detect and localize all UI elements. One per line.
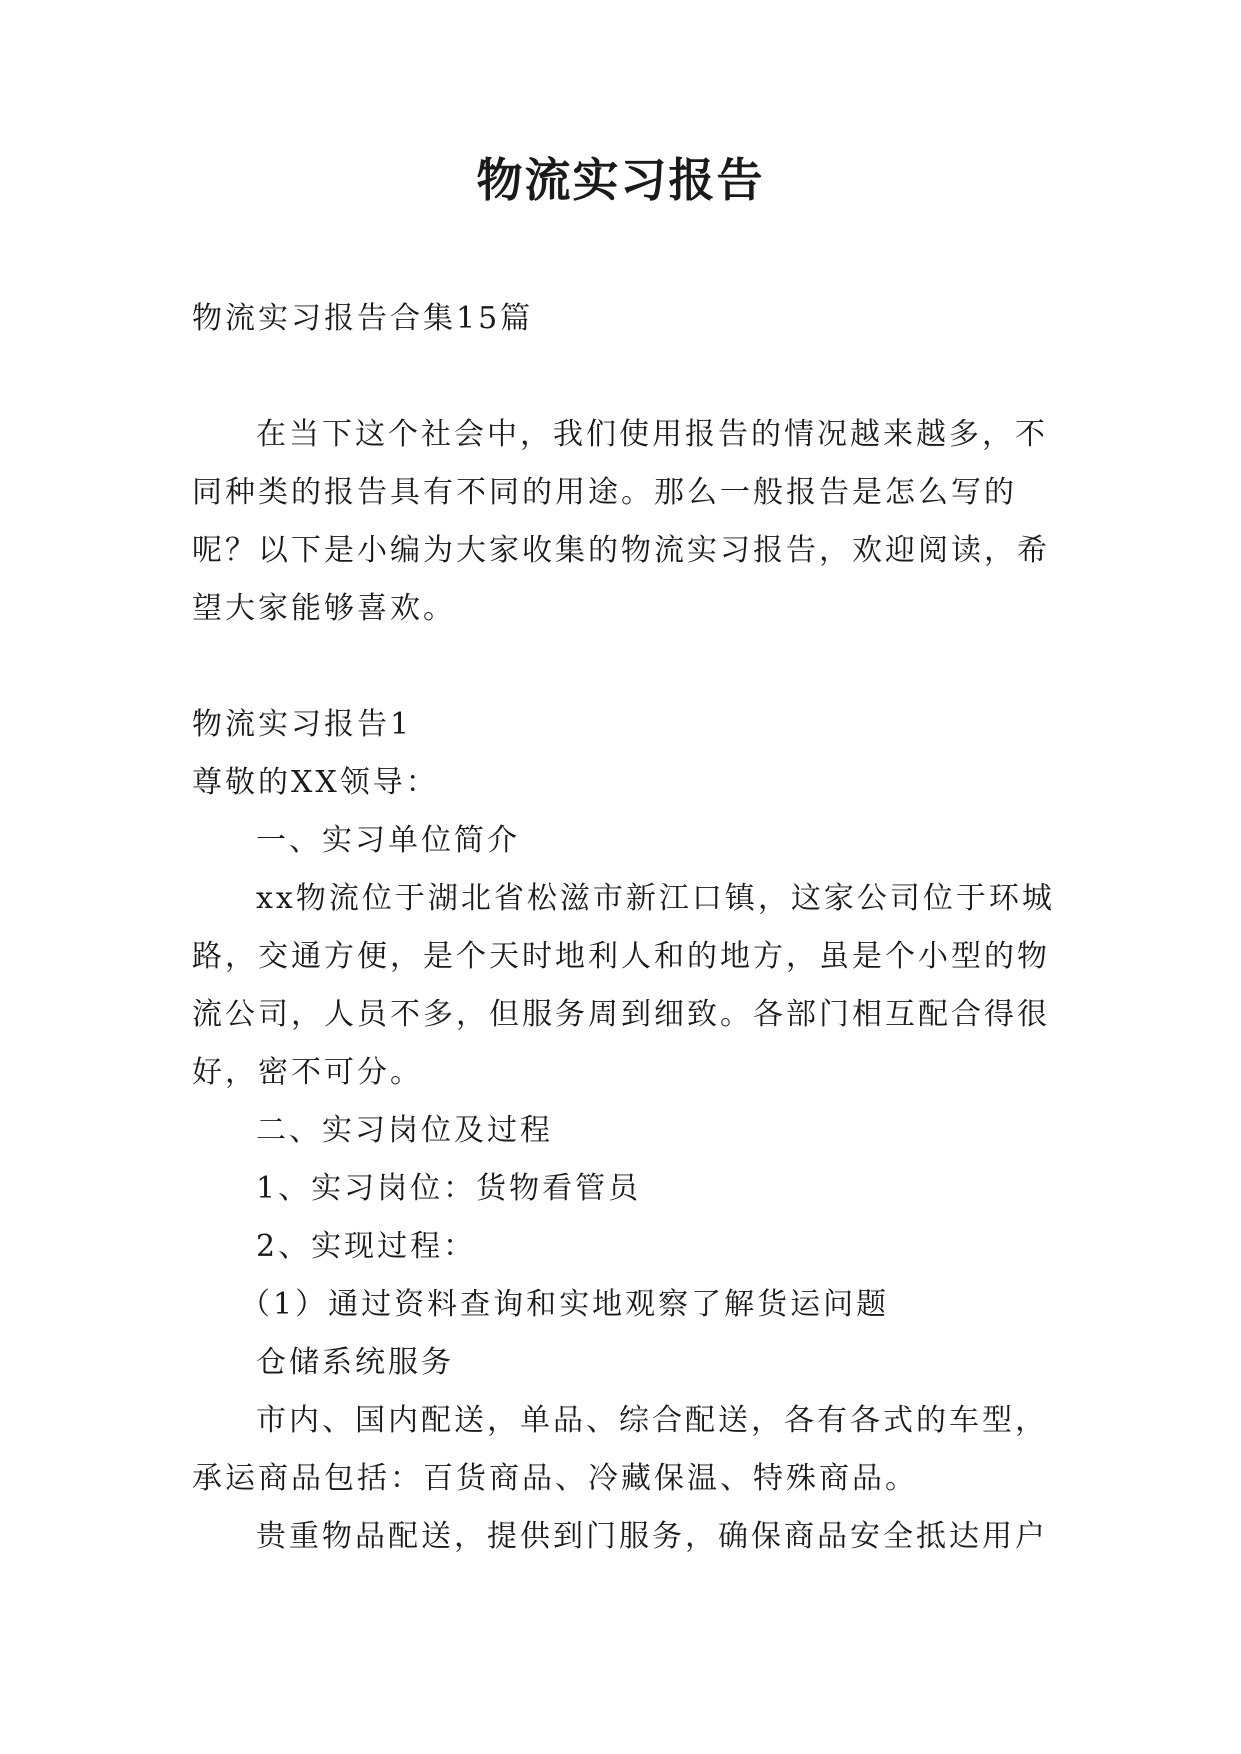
list-item-position: 1、实习岗位：货物看管员	[256, 1171, 642, 1206]
section1-heading: 一、实习单位简介	[256, 823, 520, 858]
warehouse-line: 仓储系统服务	[256, 1345, 454, 1380]
section1-body: xx物流位于湖北省松滋市新江口镇，这家公司位于环城路，交通方便，是个天时地利人和的地方，虽是个小型的物流公司，人员不多，但服务周到细致。各部门相互配合得很好，密不可分。	[192, 881, 1055, 1090]
delivery-paragraph: 市内、国内配送，单品、综合配送，各有各式的车型，承运商品包括：百货商品、冷藏保温、特殊商品。	[192, 1403, 1048, 1496]
salutation: 尊敬的XX领导：	[192, 765, 439, 800]
document-title: 物流实习报告	[476, 153, 765, 207]
list-item-process: 2、实现过程：	[256, 1229, 477, 1264]
report-heading: 物流实习报告1	[192, 707, 413, 742]
document-subtitle: 物流实习报告合集15篇	[192, 301, 534, 336]
list-subitem-research: （1）通过资料查询和实地观察了解货运问题	[240, 1287, 890, 1322]
section2-heading: 二、实习岗位及过程	[256, 1113, 553, 1148]
valuables-paragraph: 贵重物品配送，提供到门服务，确保商品安全抵达用户	[256, 1519, 1048, 1554]
intro-paragraph: 在当下这个社会中，我们使用报告的情况越来越多，不同种类的报告具有不同的用途。那么一般报告是怎么写的呢？以下是小编为大家收集的物流实习报告，欢迎阅读，希望大家能够喜欢。	[192, 417, 1050, 626]
document-body	[192, 290, 1072, 1566]
